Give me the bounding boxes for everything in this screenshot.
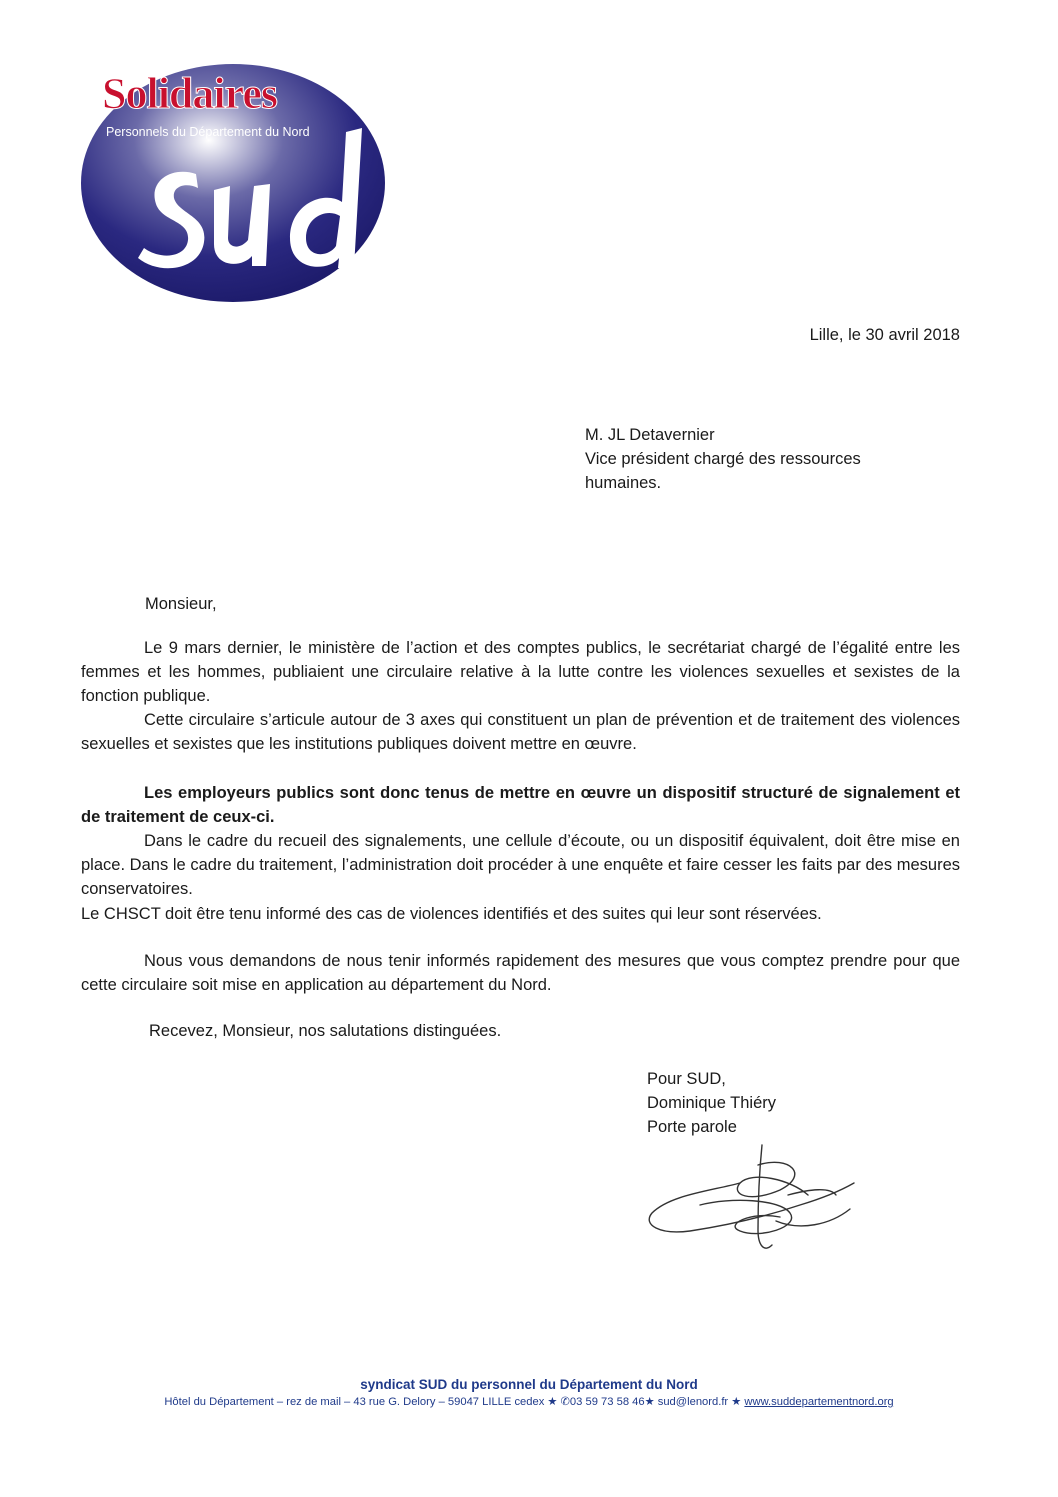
salutation: Monsieur,	[145, 595, 217, 613]
signature-for: Pour SUD,	[647, 1070, 726, 1088]
footer-website-link[interactable]: www.suddepartementnord.org	[744, 1396, 894, 1408]
logo-subtitle: Personnels du Département du Nord	[106, 125, 310, 139]
paragraph-3-bold: Les employeurs publics sont donc tenus de mettre en œuvre un dispositif structuré de signalement et de traitement de ceux-ci.	[81, 784, 960, 826]
footer-contact-line	[0, 1395, 1058, 1408]
paragraph-6: Nous vous demandons de nous tenir informés rapidement des mesures que vous comptez prendre pour que cette circulaire soit mise en application au département du Nord.	[81, 952, 960, 994]
footer-title: syndicat SUD du personnel du Département du Nord	[360, 1377, 698, 1392]
recipient-name: M. JL Detavernier	[585, 426, 715, 444]
signatory-name: Dominique Thiéry	[647, 1094, 777, 1112]
paragraph-5: Le CHSCT doit être tenu informé des cas de violences identifiés et des suites qui leur sont réservées.	[81, 905, 822, 923]
paragraph-4: Dans le cadre du recueil des signalements, une cellule d’écoute, ou un dispositif équivalent, doit être mise en place. Dans le cadre du traitement, l’administration doit procéder à une enquête et faire cesser les faits par des mesures conservatoires.	[81, 832, 960, 898]
recipient-title: Vice président chargé des ressources	[585, 450, 861, 468]
handwritten-signature	[640, 1135, 880, 1255]
signatory-role: Porte parole	[647, 1118, 737, 1136]
closing-line: Recevez, Monsieur, nos salutations distinguées.	[149, 1022, 502, 1040]
logo-graphic	[78, 62, 388, 304]
footer-address: Hôtel du Département – rez de mail – 43 rue G. Delory – 59047 LILLE cedex ★ ✆03 59 73 58 46★ sud@lenord.fr ★	[164, 1396, 745, 1408]
paragraph-1: Le 9 mars dernier, le ministère de l’action et des comptes publics, le secrétariat chargé de l’égalité entre les femmes et les hommes, publiaient une circulaire relative à la lutte contre les violences sexuelles et sexistes de la fonction publique.	[81, 639, 960, 705]
recipient-title-cont: humaines.	[585, 474, 662, 492]
letter-date: Lille, le 30 avril 2018	[809, 326, 960, 344]
logo-solidaires-text: Solidaires	[102, 69, 278, 118]
signature-block	[647, 1067, 776, 1139]
sud-solidaires-logo	[78, 62, 388, 304]
paragraph-2: Cette circulaire s’articule autour de 3 axes qui constituent un plan de prévention et de traitement des violences sexuelles et sexistes que les institutions publiques doivent mettre en œuvre.	[81, 711, 960, 753]
recipient-block	[585, 423, 861, 495]
